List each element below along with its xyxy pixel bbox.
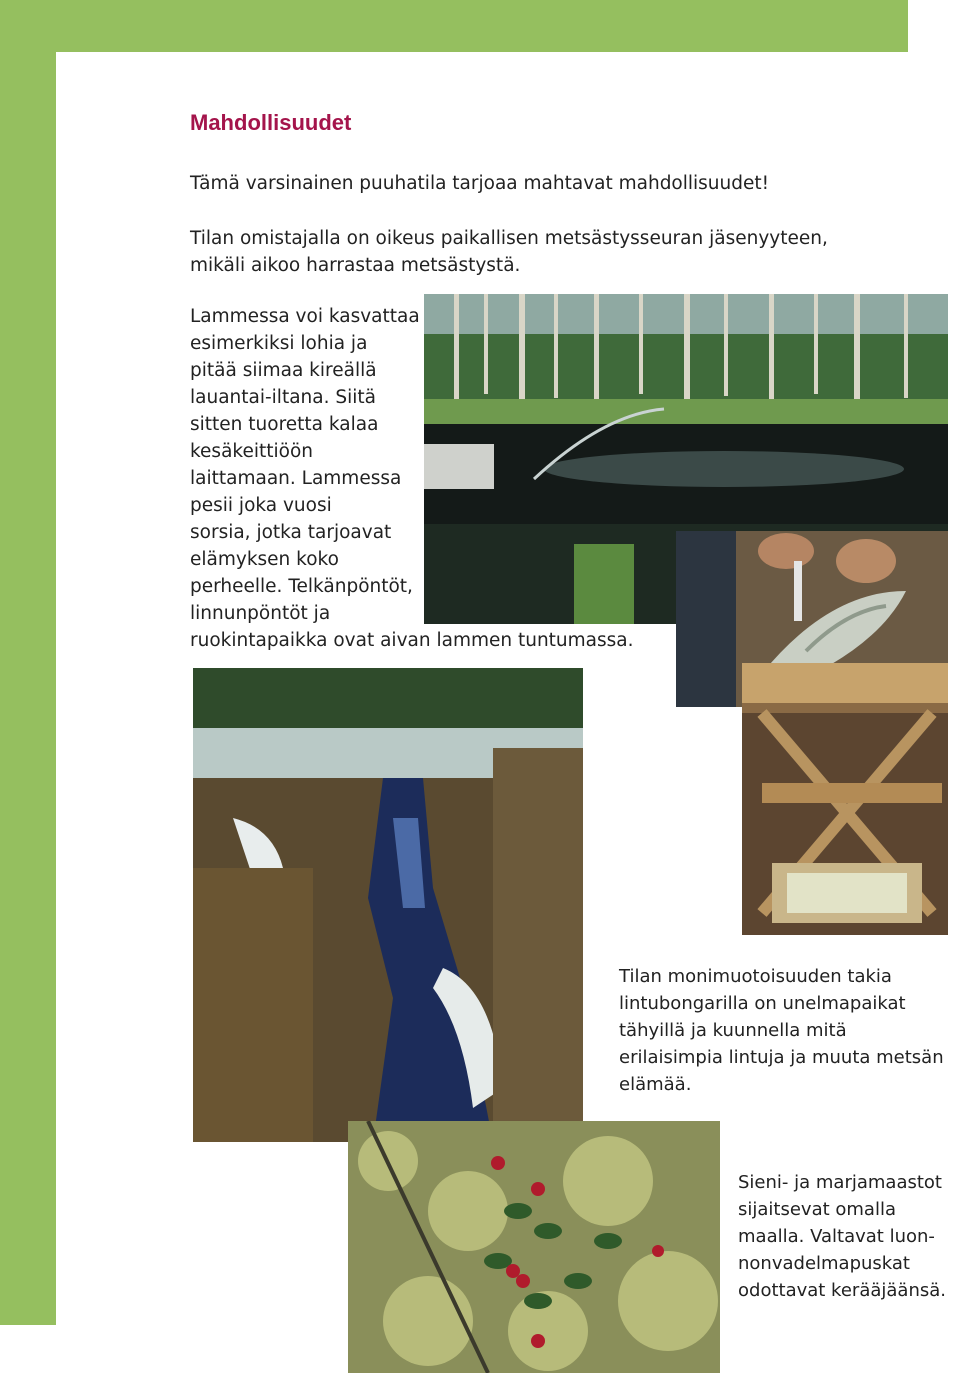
green-top-band — [0, 0, 908, 52]
birds-line: tähyillä ja kuunnella mitä — [619, 1020, 847, 1041]
pond-line: lauantai-iltana. Siitä — [190, 387, 376, 408]
pond-line: sitten tuoretta kalaa — [190, 414, 379, 435]
berries-line: nonvadelmapuskat — [738, 1253, 910, 1274]
birds-line: elämää. — [619, 1074, 692, 1095]
birds-line: erilaisimpia lintuja ja muuta metsän — [619, 1047, 944, 1068]
pond-line: Lammessa voi kasvattaa — [190, 306, 420, 327]
hunting-line-1: Tilan omistajalla on oikeus paikallisen metsästysseuran jäsenyyteen, — [190, 228, 828, 249]
pond-line: esimerkiksi lohia ja — [190, 333, 368, 354]
pond-paragraph — [190, 303, 634, 654]
pond-line: elämyksen koko — [190, 549, 339, 570]
intro-paragraph: Tämä varsinainen puuhatila tarjoaa mahtavat mahdollisuudet! — [190, 173, 770, 194]
pond-line: laittamaan. Lammessa — [190, 468, 402, 489]
berries-line: Sieni- ja marjamaastot — [738, 1172, 942, 1193]
pond-line: sorsia, jotka tarjoavat — [190, 522, 392, 543]
pond-line: pesii joka vuosi — [190, 495, 332, 516]
pond-line: kesäkeittiöön — [190, 441, 313, 462]
lingonberry-photo — [348, 1121, 720, 1373]
pond-line: ruokintapaikka ovat aivan lammen tuntumassa. — [190, 630, 634, 651]
birds-line: Tilan monimuotoisuuden takia — [619, 966, 892, 987]
berries-line: maalla. Valtavat luon- — [738, 1226, 935, 1247]
stream-photo — [193, 668, 583, 1142]
pond-line: pitää siimaa kireällä — [190, 360, 377, 381]
hunting-line-2: mikäli aikoo harrastaa metsästystä. — [190, 255, 521, 276]
page-title: Mahdollisuudet — [190, 110, 352, 135]
green-left-band — [0, 0, 56, 1325]
bird-feeder-photo — [742, 663, 948, 935]
berries-paragraph — [738, 1169, 946, 1304]
berries-line: odottavat kerääjäänsä. — [738, 1280, 946, 1301]
pond-line: perheelle. Telkänpöntöt, — [190, 576, 413, 597]
hunting-paragraph — [190, 225, 828, 279]
birds-paragraph — [619, 963, 944, 1098]
birds-line: lintubongarilla on unelmapaikat — [619, 993, 906, 1014]
berries-line: sijaitsevat omalla — [738, 1199, 896, 1220]
pond-line: linnunpöntöt ja — [190, 603, 331, 624]
